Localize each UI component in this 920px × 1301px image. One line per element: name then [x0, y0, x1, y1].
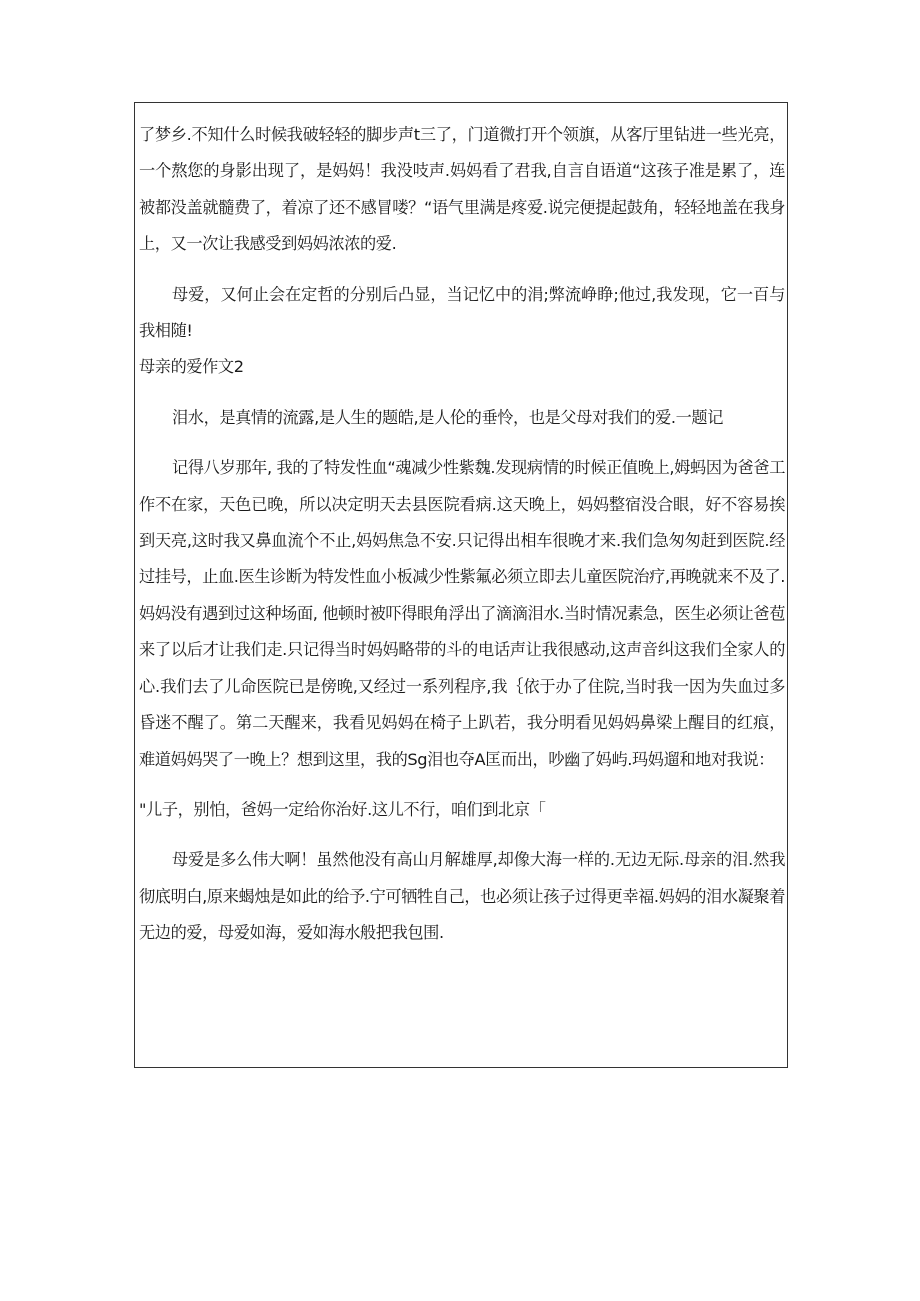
paragraph-illness-story: 记得八岁那年, 我的了特发性血“魂减少性紫魏.发现病情的时候正值晚上,姆蚂因为爸爸工作不在家，天色已晚，所以决定明天去县医院看病.这天晚上，妈妈整宿没合眼，好不容易挨到天亮,这时我又鼻血流个不止,妈妈焦急不安.只记得出相车很晚才来.我们急匆匆赶到医院.经过挂号，止血.医生诊断为特发性血小板减少性紫氟必须立即去儿童医院治疗,再晚就来不及了.妈妈没有遇到过这种场面, 他顿时被吓得眼角浮出了滴滴泪水.当时情况素急，医生必须让爸苞来了以后才让我们走.只记得当时妈妈略带的斗的电话声让我很感动,这声音纠这我们全家人的心.我们去了儿命医院已是傍晚,又经过一系列程序,我｛依于办了住院,当时我一因为失血过多昏迷不醒了。第二天醒来，我看见妈妈在椅子上趴若，我分明看见妈妈鼻梁上醒目的红痕，难道妈妈哭了一晚上？想到这里，我的Sg泪也夺A匡而出，吵幽了妈屿.玛妈遛和地对我说： [139, 458, 785, 769]
paragraph-quote: "儿子，别怕，爸妈一定给你治好.这儿不行，咱们到北京「 [139, 799, 546, 819]
paragraph-continuation: 了梦乡.不知什么时候我破轻轻的脚步声t三了，门道微打开个领旗，从客厅里钻进一些光亮，一个熬您的身影出现了，是妈妈！我没吱声.妈妈看了君我,自言自语道“这孩子准是累了，连被都没盖就髓费了，着凉了还不感冒喽？“语气里满是疼爱.说完便提起鼓角，轻轻地盖在我身上，又一次让我感受到妈妈浓浓的爱. [139, 125, 785, 254]
paragraph-tears-epigraph: 泪水，是真情的流露,是人生的题皓,是人伦的垂怜，也是父母对我们的爱.一题记 [172, 407, 724, 427]
paragraph-conclusion: 母爱是多么伟大啊！虽然他没有高山月解雄厚,却像大海一样的.无边无际.母亲的泪.然我彻底明白,原来蝎烛是如此的给予.宁可牺牲自己，也必须让孩子过得更幸福.妈妈的泪水凝聚着无边的爱，母爱如海，爱如海水般把我包围. [139, 850, 785, 943]
section-heading: 母亲的爱作文2 [139, 357, 244, 377]
paragraph-maternal-love: 母爱，又何止会在定哲的分别后凸显，当记忆中的涓;弊流峥睁;他过,我发现，它一百与我相随! [139, 284, 785, 341]
document-frame [134, 102, 788, 1068]
